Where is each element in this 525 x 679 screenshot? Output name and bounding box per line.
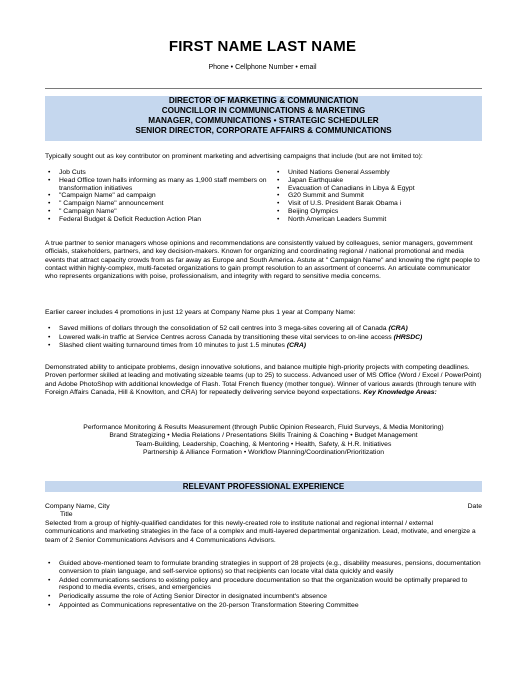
list-item: • Evacuation of Canadians in Libya & Egypt <box>274 185 482 193</box>
item-tag: (HRSDC) <box>393 333 423 341</box>
list-item: • Head Office town halls informing as many as 1,900 staff members on transformation initiatives <box>45 177 277 193</box>
job-description: Selected from a group of highly-qualified candidates for this newly-created role to institute national and regional internal / external communications and marketing strategies in the face of a complex and multi-layered departmental organization. Lead, motivate, and energize a team of 2 Senior Communications Advisors and 4 Communications Advisors. <box>45 520 476 544</box>
header-divider <box>45 88 482 89</box>
list-item: • Beijing Olympics <box>274 208 482 216</box>
earlier-career-intro: Earlier career includes 4 promotions in just 12 years at Company Name plus 1 year at Company Name: <box>45 309 356 316</box>
item-text: Saved millions of dollars through the consolidation of 52 call centres into 3 mega-sites covering all of Canada <box>59 325 389 332</box>
list-item: • North American Leaders Summit <box>274 216 482 224</box>
key-areas-label: Key Knowledge Areas: <box>363 388 437 396</box>
list-item: • Appointed as Communications representative on the 20-person Transformation Steering Committee <box>45 602 482 610</box>
banner-line: COUNCILLOR IN COMMUNICATIONS & MARKETING <box>161 106 366 115</box>
item-text: Lowered walk-in traffic at Service Centres across Canada by transitioning these vital services to on-line access <box>59 333 394 341</box>
candidate-name: FIRST NAME LAST NAME <box>168 38 357 55</box>
summary-paragraph: A true partner to senior managers whose opinions and recommendations are consistently valued by colleagues, senior managers, government officials, stakeholders, partners, and key decision-makers. Known for organizing and coordinating regional / national promotional and media events that attract capacity crowds from as far away as Europe and South America. Astute at " Campaign Name" and knowing the right people to contact within highly-complex, multi-faceted organizations to gain prompt resolution to an assortment of concerns. An articulate communicator who represents organizations with poise, professionalism, and integrity with regard to sensitive media concerns. <box>45 240 480 281</box>
list-item: • Job Cuts <box>45 169 277 177</box>
job-bullets <box>45 560 482 610</box>
key-area-line: Brand Strategizing • Media Relations / Presentations Skills Training & Coaching • Budget Management <box>109 432 418 440</box>
list-item: • Periodically assume the role of Acting Senior Director in designated incumbent's absence <box>45 593 482 601</box>
job-date: Date <box>467 503 482 510</box>
abilities-paragraph <box>45 364 482 397</box>
key-knowledge-areas <box>45 424 482 457</box>
earlier-career-list <box>45 325 482 350</box>
key-area-line: Performance Monitoring & Results Measurement (through Public Opinion Research, Fluid Surveys, & Media Monitoring) <box>83 424 444 431</box>
key-area-line: Team-Building, Leadership, Coaching, & Mentoring • Health, Safety, & H.R. Initiatives <box>135 440 392 448</box>
banner-line: DIRECTOR OF MARKETING & COMMUNICATION <box>168 96 359 105</box>
list-item: • " Campaign Name" announcement <box>45 200 277 208</box>
list-item <box>45 342 482 350</box>
item-text: Slashed client waiting turnaround times from 10 minutes to just 1.5 minutes <box>59 342 287 350</box>
list-item <box>45 325 482 333</box>
summary-intro: Typically sought out as key contributor on prominent marketing and advertising campaigns that include (but are not limited to): <box>45 153 423 160</box>
abilities-text: Demonstrated ability to anticipate problems, design innovative solutions, and balance multiple high-priority projects with competing deadlines. Proven performer skilled at leading and motivating sizeable teams (up to 25) to success. Advanced user of MS Office (Word / Excel / PowerPoint) and Adobe PhotoShop with additional knowledge of Flash. Total French fluency (mother tongue). Winner of various awards (through tenure with Foreign Affairs Canada, Hill & Knowlton, and CRA) for repeatedly delivering service beyond expectations. <box>45 364 482 396</box>
list-item: • G20 Summit and Summit <box>274 192 482 200</box>
campaign-list-right <box>274 169 482 224</box>
job-bullets-wrap <box>45 560 482 610</box>
list-item: • "Campaign Name" ad campaign <box>45 192 277 200</box>
list-item <box>45 334 482 342</box>
title-banner <box>45 96 482 141</box>
experience-heading: RELEVANT PROFESSIONAL EXPERIENCE <box>45 481 482 492</box>
key-area-line: Partnership & Alliance Formation • Workflow Planning/Coordination/Prioritization <box>142 448 384 456</box>
banner-line: MANAGER, COMMUNICATIONS • STRATEGIC SCHEDULER <box>148 116 379 125</box>
contact-line: Phone • Cellphone Number • email <box>208 64 317 71</box>
earlier-career-list-wrap <box>45 325 482 351</box>
list-item: • United Nations General Assembly <box>274 169 482 177</box>
company-name: Company Name, City <box>45 503 110 510</box>
item-tag: (CRA) <box>286 342 307 350</box>
list-item: • Visit of U.S. President Barak Obama i <box>274 200 482 208</box>
list-item: • Guided above-mentioned team to formulate branding strategies in support of 28 projects (e.g., disability measures, pensions, documentation conversion to plain language, and self-service options) so that recipients can locate vital data quickly and easily <box>45 560 482 576</box>
list-item: • Added communications sections to existing policy and procedure documentation so that the organization would be optimally prepared to respond to media events, crises, and emergencies <box>45 577 482 593</box>
campaign-list-left <box>45 169 277 224</box>
list-item: • " Campaign Name" <box>45 208 277 216</box>
list-item: • Japan Earthquake <box>274 177 482 185</box>
item-tag: (CRA) <box>388 325 408 332</box>
banner-line: SENIOR DIRECTOR, CORPORATE AFFAIRS & COMMUNICATIONS <box>135 126 392 135</box>
list-item: • Federal Budget & Deficit Reduction Action Plan <box>45 216 277 224</box>
job-title: Title <box>60 511 73 518</box>
